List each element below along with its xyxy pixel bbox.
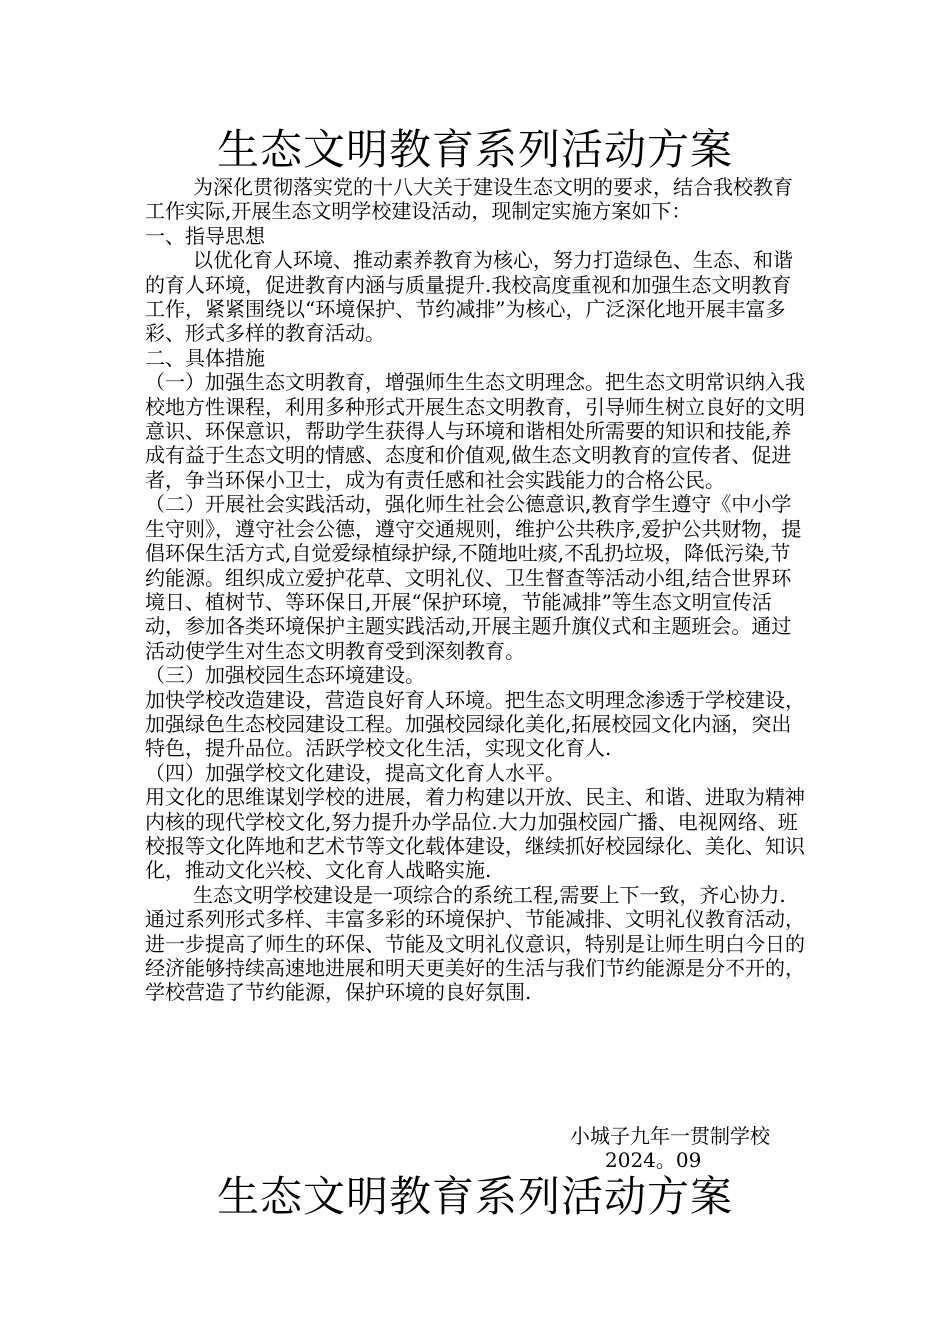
measure2-paragraph: （二）开展社会实践活动，强化师生社会公德意识,教育学生遵守《中小学生守则》，遵守社会公德，遵守交通规则，维护公共秩序,爱护公共财物，提倡环保生活方式,自觉爱绿植绿护绿,不随地吐痰,不乱扔垃圾，降低污染,节约能源。组织成立爱护花草、文明礼仪、卫生督查等活动小组,结合世界环境日、植树节、等环保日,开展“保护环境，节能减排”等生态文明宣传活动，参加各类环境保护主题实践活动,开展主题升旗仪式和主题班会。通过活动使学生对生态文明教育受到深刻教育。 bbox=[145, 492, 802, 663]
measure4-heading: （四）加强学校文化建设，提高文化育人水平。 bbox=[145, 760, 565, 785]
section1-paragraph: 以优化育人环境、推动素养教育为核心，努力打造绿色、生态、和谐的育人环境，促进教育内涵与质量提升.我校高度重视和加强生态文明教育工作，紧紧围绕以“环境保护、节约减排”为核心，广泛深化地开展丰富多彩、形式多样的教育活动。 bbox=[145, 248, 793, 346]
measure3-heading: （三）加强校园生态环境建设。 bbox=[145, 663, 425, 688]
signature-date: 2024。09 bbox=[605, 1148, 702, 1172]
intro-paragraph: 为深化贯彻落实党的十八大关于建设生态文明的要求，结合我校教育工作实际,开展生态文明学校建设活动，现制定实施方案如下： bbox=[145, 175, 793, 224]
section2-heading: 二、具体措施 bbox=[145, 345, 265, 370]
measure3-paragraph: 加快学校改造建设，营造良好育人环境。把生态文明理念渗透于学校建设，加强绿色生态校园建设工程。加强校园绿化美化,拓展校园文化内涵，突出特色，提升品位。活跃学校文化生活，实现文化育人. bbox=[145, 687, 805, 761]
signature-organization: 小城子九年一贯制学校 bbox=[570, 1124, 770, 1148]
section1-heading: 一、指导思想 bbox=[145, 223, 265, 248]
document-body bbox=[145, 175, 805, 1005]
closing-paragraph: 生态文明学校建设是一项综合的系统工程,需要上下一致，齐心协力.通过系列形式多样、丰富多彩的环境保护、节能减排、文明礼仪教育活动，进一步提高了师生的环保、节能及文明礼仪意识，特别是让师生明白今日的经济能够持续高速地进展和明天更美好的生活与我们节约能源是分不开的，学校营造了节约能源，保护环境的良好氛围. bbox=[145, 882, 805, 1005]
measure1-paragraph: （一）加强生态文明教育，增强师生生态文明理念。把生态文明常识纳入我校地方性课程，利用多种形式开展生态文明教育，引导师生树立良好的文明意识、环保意识，帮助学生获得人与环境和谐相处所需要的知识和技能,养成有益于生态文明的情感、态度和价值观,做生态文明教育的宣传者、促进者，争当环保小卫士，成为有责任感和社会实践能力的合格公民。 bbox=[145, 370, 805, 492]
repeated-title: 生态文明教育系列活动方案 bbox=[216, 1172, 733, 1221]
measure4-paragraph: 用文化的思维谋划学校的进展，着力构建以开放、民主、和谐、进取为精神内核的现代学校文化,努力提升办学品位.大力加强校园广播、电视网络、班校报等文化阵地和艺术节等文化载体建设，继续抓好校园绿化、美化、知识化，推动文化兴校、文化育人战略实施. bbox=[145, 785, 805, 883]
document-title: 生态文明教育系列活动方案 bbox=[216, 125, 733, 174]
